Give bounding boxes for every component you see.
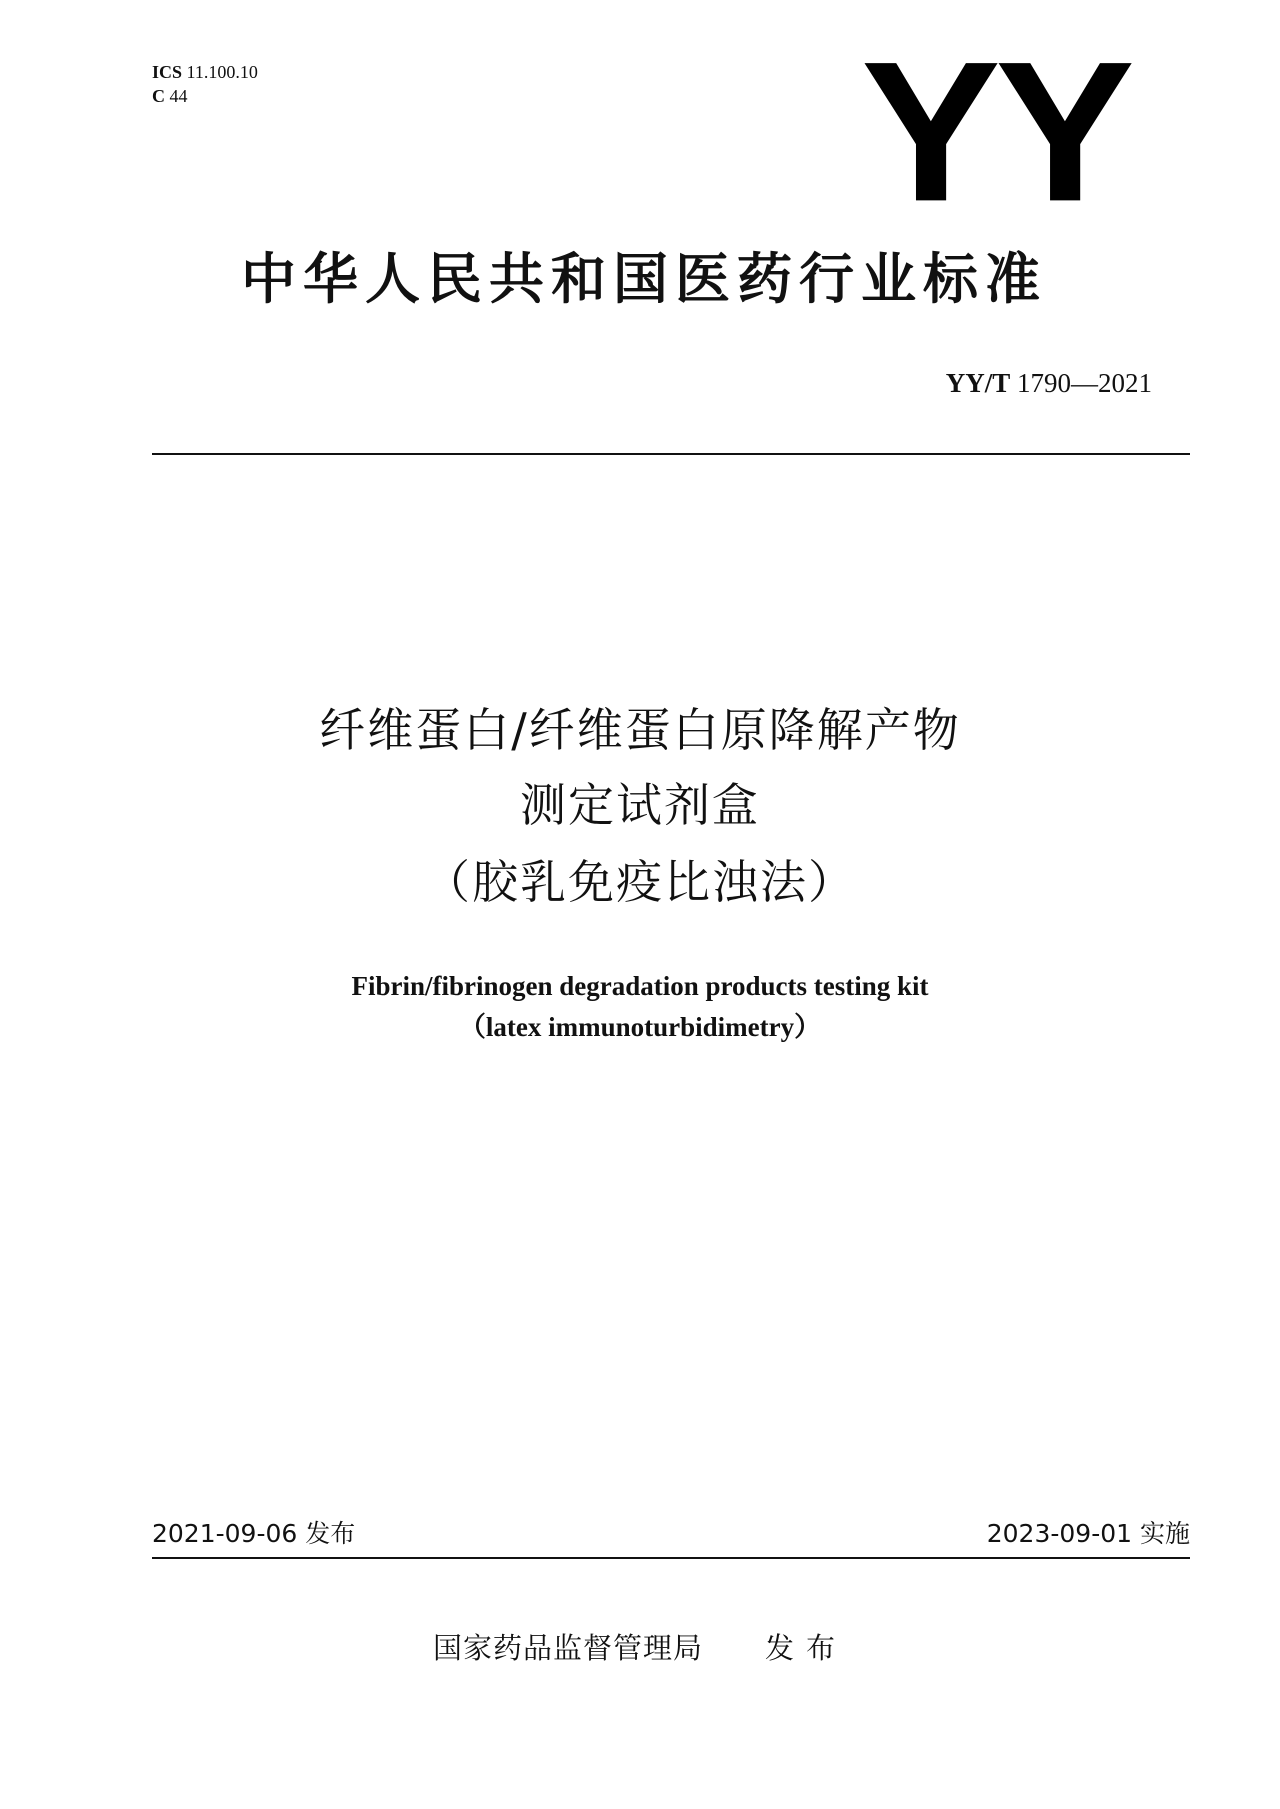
standard-number-prefix: YY/T bbox=[945, 368, 1011, 398]
publisher-action: 发布 bbox=[765, 1631, 848, 1665]
english-title-line-2: （latex immunoturbidimetry） bbox=[458, 1012, 822, 1042]
chinese-title-line-3: （胶乳免疫比浊法） bbox=[424, 855, 856, 909]
english-title-line-1: Fibrin/fibrinogen degradation products testing kit bbox=[351, 971, 929, 1001]
ics-code: 11.100.10 bbox=[186, 62, 258, 82]
ccs-label: C bbox=[152, 86, 165, 106]
implementation-date: 2023-09-01 实施 bbox=[986, 1519, 1190, 1548]
classification-codes bbox=[152, 60, 258, 108]
bottom-divider bbox=[152, 1557, 1190, 1559]
publisher-organization: 国家药品监督管理局 bbox=[432, 1631, 703, 1665]
standard-number-value: 1790—2021 bbox=[1017, 368, 1152, 398]
top-divider bbox=[152, 453, 1190, 455]
standard-number bbox=[946, 366, 1152, 400]
ccs-code: 44 bbox=[169, 86, 188, 106]
yy-logo: YY bbox=[860, 19, 1130, 244]
chinese-title-line-1: 纤维蛋白/纤维蛋白原降解产物 bbox=[319, 703, 961, 757]
ics-label: ICS bbox=[152, 62, 183, 82]
publisher-line bbox=[0, 1628, 1280, 1668]
chinese-title-line-2: 测定试剂盒 bbox=[520, 778, 760, 832]
standard-category-title: 中华人民共和国医药行业标准 bbox=[240, 247, 1047, 311]
ics-line bbox=[152, 60, 258, 84]
ccs-line bbox=[152, 84, 258, 108]
issue-date: 2021-09-06 发布 bbox=[152, 1519, 356, 1548]
